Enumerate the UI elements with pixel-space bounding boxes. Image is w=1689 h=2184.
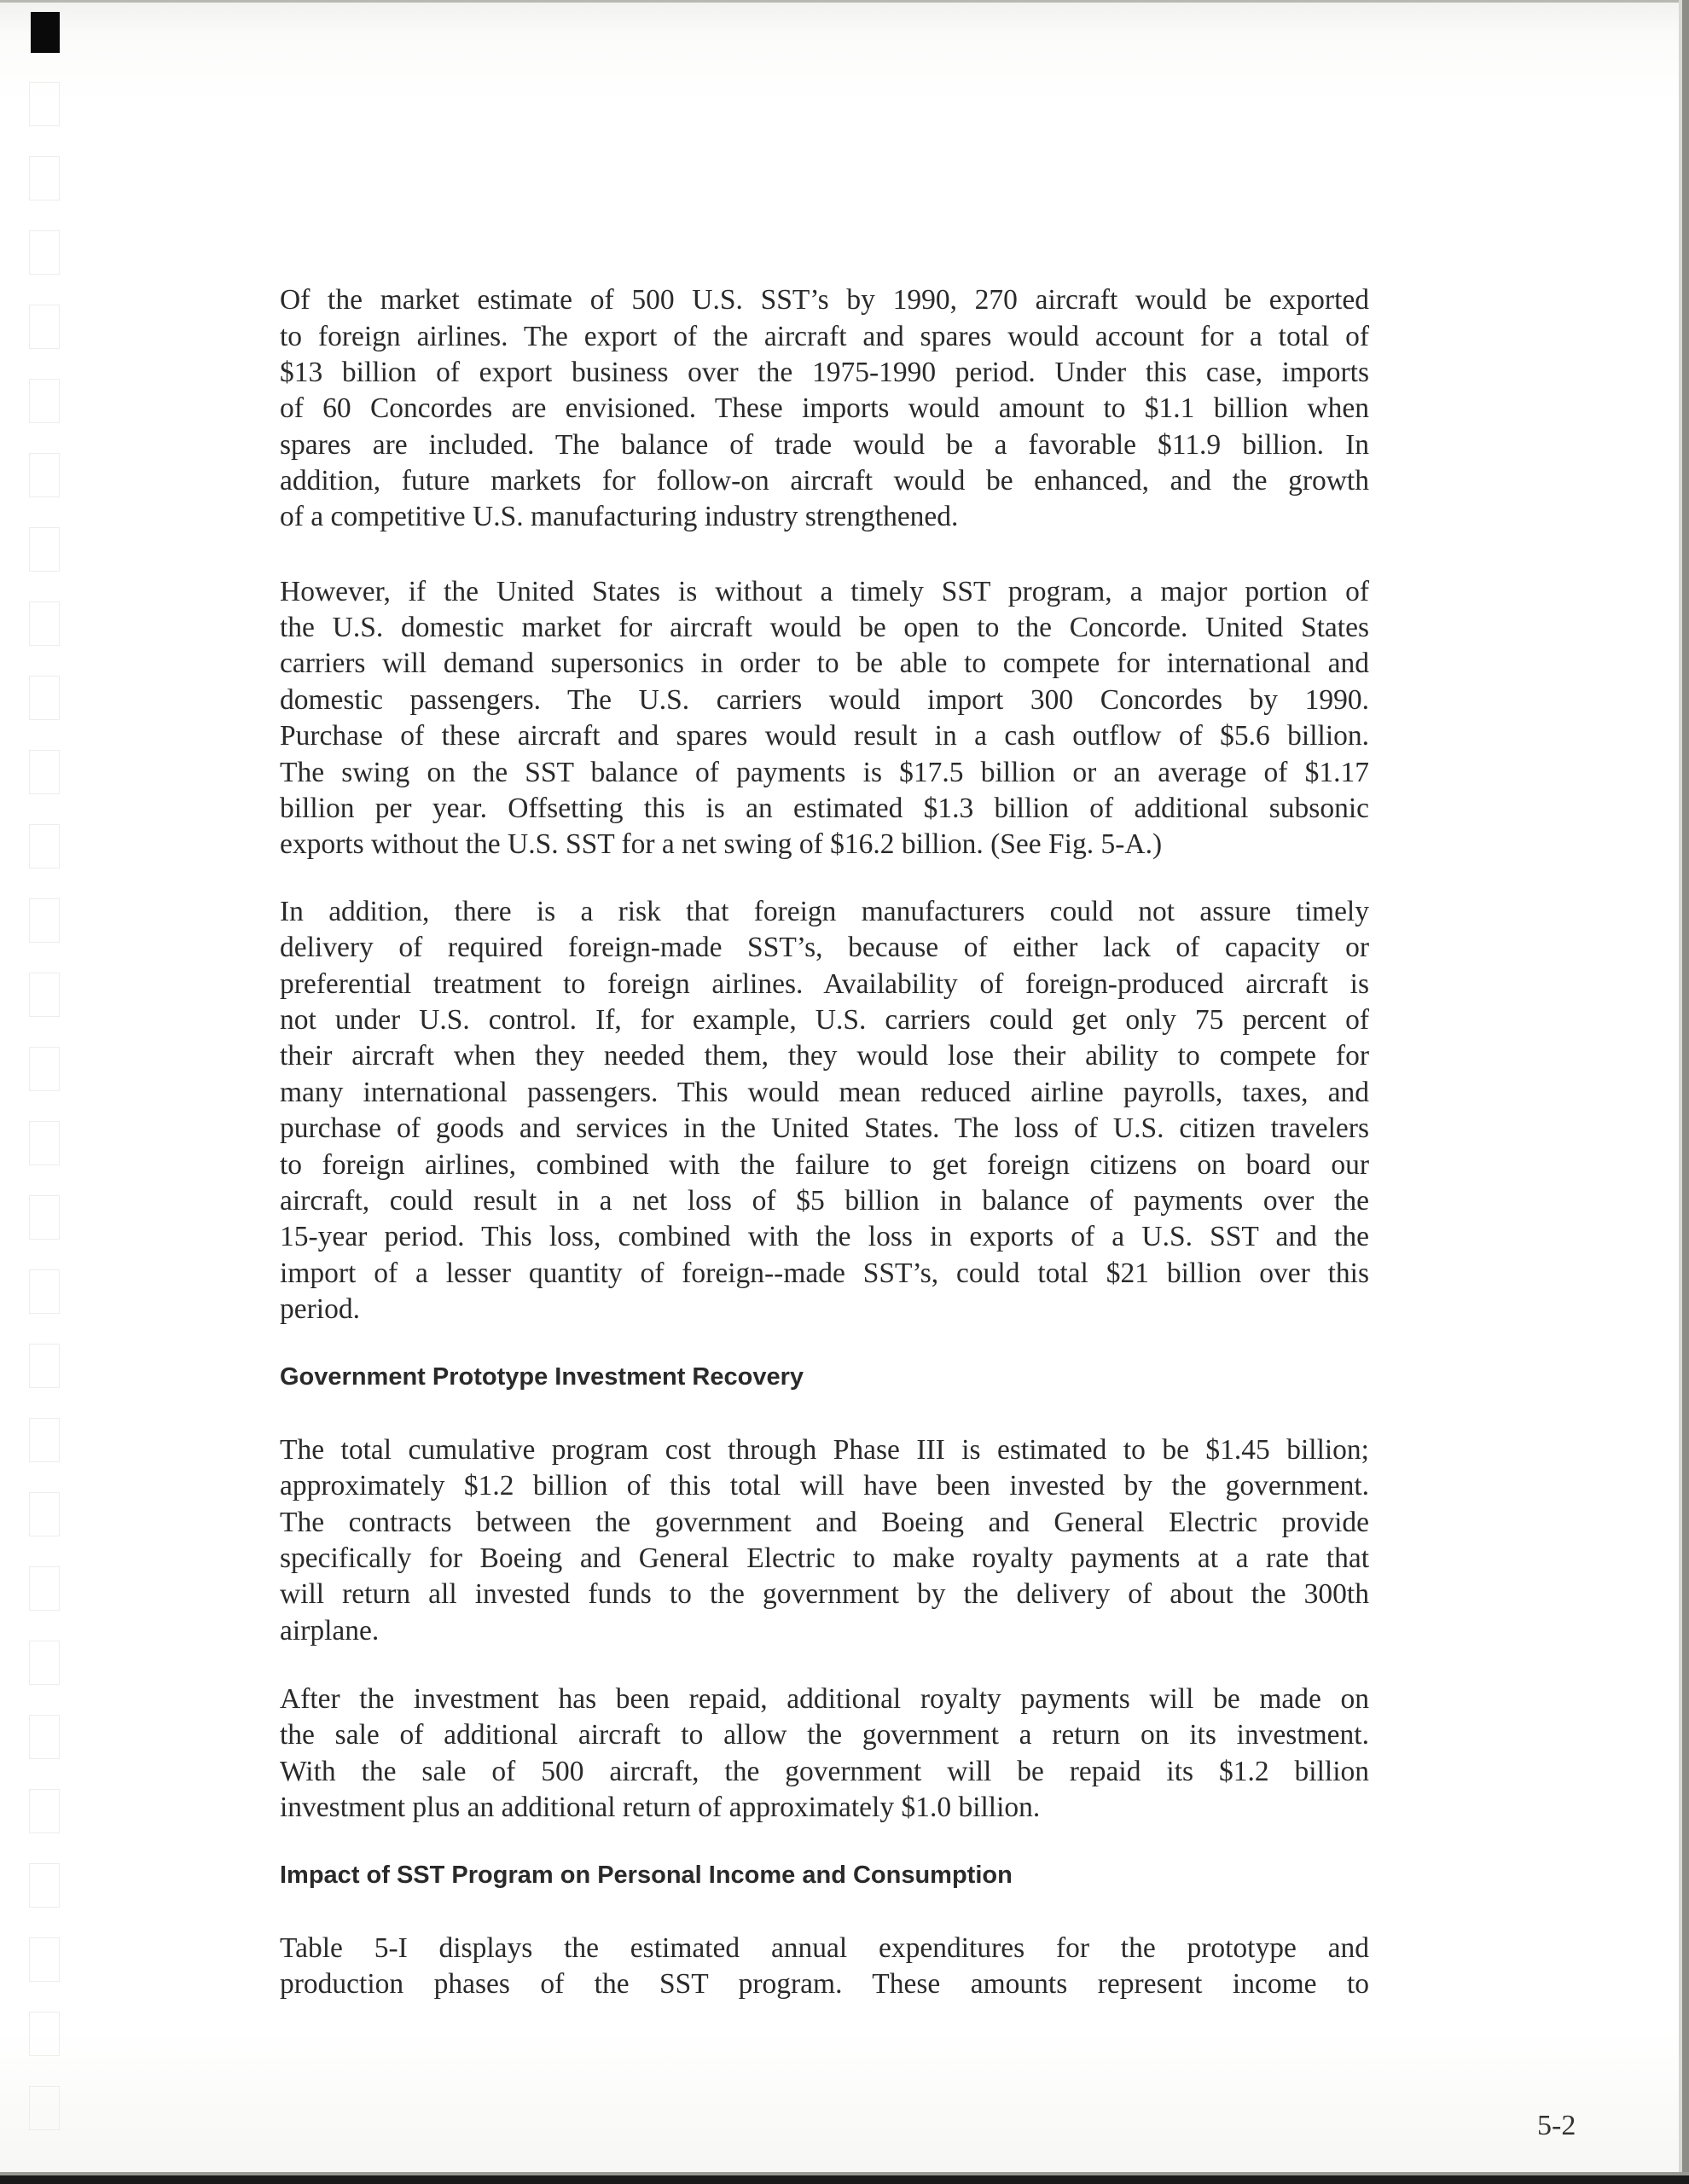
text-line: the U.S. domestic market for aircraft would be open to the Concorde. United States — [280, 612, 1369, 643]
text-line: of 60 Concordes are envisioned. These imports would amount to $1.1 billion when — [280, 392, 1369, 424]
text-line: preferential treatment to foreign airlines. Availability of foreign-produced aircraft is — [280, 968, 1369, 1000]
text-line: With the sale of 500 aircraft, the government will be repaid its $1.2 billion — [280, 1756, 1369, 1787]
page-top-edge — [0, 0, 1689, 3]
text-line: their aircraft when they needed them, they would lose their ability to compete for — [280, 1040, 1369, 1072]
binding-hole-box — [29, 379, 60, 423]
text-line: carriers will demand supersonics in order to be able to compete for international and — [280, 648, 1369, 679]
text-line: In addition, there is a risk that foreign manufacturers could not assure timely — [280, 896, 1369, 927]
binding-hole-box — [29, 1641, 60, 1685]
binding-hole-box — [29, 676, 60, 720]
binding-hole-box — [29, 2012, 60, 2056]
text-line: domestic passengers. The U.S. carriers would import 300 Concordes by 1990. — [280, 684, 1369, 716]
page-number: 5-2 — [1537, 2110, 1576, 2141]
text-line: investment plus an additional return of approximately $1.0 billion. — [280, 1792, 1041, 1823]
binding-hole-box — [29, 750, 60, 794]
section-heading-investment-recovery: Government Prototype Investment Recovery — [280, 1363, 804, 1391]
text-line: aircraft, could result in a net loss of $5 billion in balance of payments over the — [280, 1185, 1369, 1217]
text-line: Of the market estimate of 500 U.S. SST’s by 1990, 270 aircraft would be exported — [280, 284, 1369, 316]
text-line: $13 billion of export business over the 1975-1990 period. Under this case, imports — [280, 357, 1369, 388]
binding-hole-box — [29, 1566, 60, 1611]
binding-hole-box — [29, 601, 60, 646]
text-line: exports without the U.S. SST for a net swing of $16.2 billion. (See Fig. 5-A.) — [280, 828, 1163, 860]
binding-hole-box — [29, 1344, 60, 1388]
text-line: to foreign airlines. The export of the aircraft and spares would account for a total of — [280, 321, 1369, 352]
text-line: The total cumulative program cost through Phase III is estimated to be $1.45 billion; — [280, 1434, 1369, 1466]
binding-hole-box — [29, 1047, 60, 1091]
binding-hole-box — [29, 230, 60, 275]
binding-hole-box — [29, 1863, 60, 1908]
text-line: After the investment has been repaid, additional royalty payments will be made on — [280, 1683, 1369, 1715]
text-line: many international passengers. This would mean reduced airline payrolls, taxes, and — [280, 1077, 1369, 1108]
binding-hole-box — [29, 1121, 60, 1165]
text-line: airplane. — [280, 1615, 380, 1647]
binding-hole-box — [29, 1195, 60, 1240]
binding-hole-box — [29, 305, 60, 349]
registration-mark-icon — [31, 12, 60, 53]
binding-hole-box — [29, 898, 60, 943]
text-line: purchase of goods and services in the United States. The loss of U.S. citizen travelers — [280, 1112, 1369, 1144]
text-line: billion per year. Offsetting this is an estimated $1.3 billion of additional subsonic — [280, 793, 1369, 824]
text-line: approximately $1.2 billion of this total will have been invested by the government. — [280, 1470, 1369, 1502]
binding-hole-box — [29, 1269, 60, 1314]
text-line: spares are included. The balance of trade would be a favorable $11.9 billion. In — [280, 429, 1369, 461]
binding-hole-box — [29, 156, 60, 200]
page-bottom-edge — [0, 2175, 1689, 2184]
text-line: However, if the United States is without a timely SST program, a major portion of — [280, 576, 1369, 607]
binding-hole-box — [29, 824, 60, 868]
text-line: Table 5-I displays the estimated annual expenditures for the prototype and — [280, 1932, 1369, 1964]
page-right-edge — [1682, 0, 1689, 2184]
binding-hole-box — [29, 527, 60, 572]
binding-hole-box — [29, 973, 60, 1017]
binding-hole-box — [29, 1715, 60, 1759]
text-line: the sale of additional aircraft to allow the government a return on its investment. — [280, 1719, 1369, 1751]
text-line: not under U.S. control. If, for example, U.S. carriers could get only 75 percent of — [280, 1004, 1369, 1036]
binding-hole-box — [29, 2086, 60, 2130]
text-line: of a competitive U.S. manufacturing industry strengthened. — [280, 501, 959, 532]
text-line: to foreign airlines, combined with the failure to get foreign citizens on board our — [280, 1149, 1369, 1181]
text-line: delivery of required foreign-made SST’s, because of either lack of capacity or — [280, 932, 1369, 963]
text-line: import of a lesser quantity of foreign--made SST’s, could total $21 billion over this — [280, 1258, 1369, 1289]
binding-hole-box — [29, 1789, 60, 1833]
text-line: period. — [280, 1293, 360, 1325]
binding-hole-box — [29, 1418, 60, 1462]
text-line: will return all invested funds to the government by the delivery of about the 300th — [280, 1578, 1369, 1610]
binding-hole-box — [29, 1492, 60, 1536]
binding-hole-box — [29, 82, 60, 126]
text-line: specifically for Boeing and General Electric to make royalty payments at a rate that — [280, 1542, 1369, 1574]
text-line: 15-year period. This loss, combined with the loss in exports of a U.S. SST and the — [280, 1221, 1369, 1252]
text-line: The contracts between the government and Boeing and General Electric provide — [280, 1507, 1369, 1538]
binding-hole-box — [29, 453, 60, 497]
text-line: Purchase of these aircraft and spares would result in a cash outflow of $5.6 billion. — [280, 720, 1369, 752]
text-line: The swing on the SST balance of payments is $17.5 billion or an average of $1.17 — [280, 757, 1369, 788]
binding-hole-box — [29, 1937, 60, 1982]
text-line: production phases of the SST program. These amounts represent income to — [280, 1968, 1369, 2000]
text-line: addition, future markets for follow-on aircraft would be enhanced, and the growth — [280, 465, 1369, 497]
section-heading-personal-income: Impact of SST Program on Personal Income and Consumption — [280, 1862, 1013, 1889]
